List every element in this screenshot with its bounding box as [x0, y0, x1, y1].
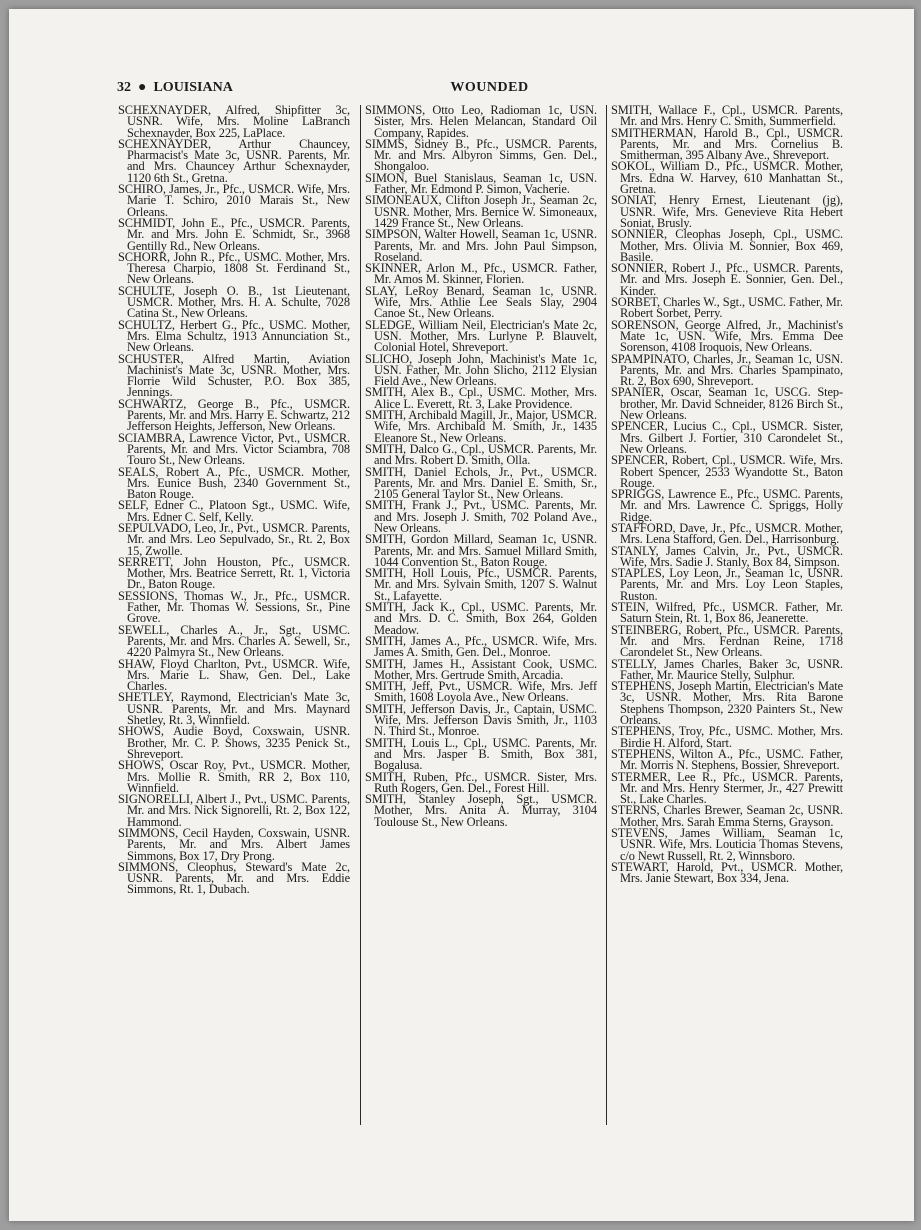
casualty-entry: SIMPSON, Walter Howell, Seaman 1c, USNR. Parents, Mr. and Mrs. John Paul Simpson, Roseland. — [365, 227, 597, 264]
casualty-entry: SMITH, Archibald Magill, Jr., Major, USMCR. Wife, Mrs. Archibald M. Smith, Jr., 1435 Eleanore St., New Orleans. — [365, 408, 597, 445]
casualty-entry: SMITH, James H., Assistant Cook, USMC. Mother, Mrs. Gertrude Smith, Arcadia. — [365, 656, 597, 682]
casualty-entry: SCHMIDT, John E., Pfc., USMCR. Parents, Mr. and Mrs. John E. Schmidt, Sr., 3968 Gentilly Rd., New Orleans. — [118, 215, 350, 253]
casualty-entry: STEVENS, James William, Seaman 1c, USNR. Wife, Mrs. Louticia Thomas Stevens, c/o Newt Russell, Rt. 2, Winnsboro. — [611, 826, 843, 863]
casualty-entry: SELF, Edner C., Platoon Sgt., USMC. Wife, Mrs. Edner C. Self, Kelly. — [118, 498, 350, 524]
casualty-entry: SMITH, Jack K., Cpl., USMC. Parents, Mr. and Mrs. D. C. Smith, Box 264, Golden Meadow. — [365, 600, 597, 637]
casualty-entry: SCHEXNAYDER, Arthur Chauncey, Pharmacist's Mate 3c, USNR. Parents, Mr. and Mrs. Chauncey Arthur Schexnayder, 1120 6th St., Gretna. — [118, 136, 350, 185]
bullet: ● — [138, 80, 147, 95]
casualty-entry: SHAW, Floyd Charlton, Pvt., USMCR. Wife, Mrs. Marie L. Shaw, Gen. Del., Lake Charles. — [118, 656, 350, 694]
casualty-entry: STANLY, James Calvin, Jr., Pvt., USMCR. Wife, Mrs. Sadie J. Stanly, Box 84, Simpson. — [611, 543, 843, 569]
casualty-entry: SIMON, Buel Stanislaus, Seaman 1c, USN. Father, Mr. Edmond P. Simon, Vacherie. — [365, 170, 597, 197]
casualty-entry: SHETLEY, Raymond, Electrician's Mate 3c, USNR. Parents, Mr. and Mrs. Maynard Shetley, Rt. 3, Winnfield. — [118, 690, 350, 728]
casualty-entry: SPANIER, Oscar, Seaman 1c, USCG. Step-brother, Mr. David Schneider, 8126 Birch St., New Orleans. — [611, 385, 843, 423]
casualty-entry: STERMER, Lee R., Pfc., USMCR. Parents, Mr. and Mrs. Henry Stermer, Jr., 427 Prewitt St., Lake Charles. — [611, 769, 843, 807]
casualty-entry: SIMMONS, Cecil Hayden, Coxswain, USNR. Parents, Mr. and Mrs. Albert James Simmons, Box 17, Dry Prong. — [118, 826, 350, 863]
casualty-entry: SMITH, Holl Louis, Pfc., USMCR. Parents, Mr. and Mrs. Sylvain Smith, 1207 S. Walnut St., Lafayette. — [365, 566, 597, 603]
casualty-entry: SIGNORELLI, Albert J., Pvt., USMC. Parents, Mr. and Mrs. Nick Signorelli, Rt. 2, Box 122, Hammond. — [118, 792, 350, 829]
casualty-entry: SKINNER, Arlon M., Pfc., USMCR. Father, Mr. Amos M. Skinner, Florien. — [365, 261, 597, 287]
casualty-entry: STEINBERG, Robert, Pfc., USMCR. Parents, Mr. and Mrs. Ferdnan Reine, 1718 Carondelet St., New Orleans. — [611, 622, 843, 660]
column-1 — [118, 105, 350, 896]
casualty-entry: STEPHENS, Troy, Pfc., USMC. Mother, Mrs. Birdie H. Alford, Start. — [611, 724, 843, 750]
casualty-entry: SIMMONS, Otto Leo, Radioman 1c, USN. Sister, Mrs. Helen Melancan, Standard Oil Company, Rapides. — [365, 103, 597, 140]
casualty-entry: SCIAMBRA, Lawrence Victor, Pvt., USMCR. Parents, Mr. and Mrs. Victor Sciambra, 708 Touro St., New Orleans. — [118, 430, 350, 468]
casualty-entry: SIMMS, Sidney B., Pfc., USMCR. Parents, Mr. and Mrs. Albyron Simms, Gen. Del., Shongaloo. — [365, 136, 597, 174]
section-title: WOUNDED — [450, 80, 529, 95]
casualty-entry: STERNS, Charles Brewer, Seaman 2c, USNR. Mother, Mrs. Sarah Emma Sterns, Grayson. — [611, 803, 843, 829]
casualty-entry: SMITH, Gordon Millard, Seaman 1c, USNR. Parents, Mr. and Mrs. Samuel Millard Smith, 1044 Convention St., Baton Rouge. — [365, 532, 597, 569]
casualty-entry: STAPLES, Loy Leon, Jr., Seaman 1c, USNR. Parents, Mr. and Mrs. Loy Leon Staples, Ruston. — [611, 566, 843, 603]
casualty-entry: SLEDGE, William Neil, Electrician's Mate 2c, USN. Mother, Mrs. Lurlyne P. Blauvelt, Colonial Hotel, Shreveport. — [365, 317, 597, 355]
casualty-entry: SPENCER, Robert, Cpl., USMCR. Wife, Mrs. Robert Spencer, 2533 Wyandotte St., Baton Rouge. — [611, 453, 843, 490]
column-divider — [360, 105, 361, 1125]
casualty-entry: SESSIONS, Thomas W., Jr., Pfc., USMCR. Father, Mr. Thomas W. Sessions, Sr., Pine Grove. — [118, 588, 350, 626]
casualty-entry: SEWELL, Charles A., Jr., Sgt., USMC. Parents, Mr. and Mrs. Charles A. Sewell, Sr., 4220 Palmyra St., New Orleans. — [118, 622, 350, 660]
casualty-entry: SIMONEAUX, Clifton Joseph Jr., Seaman 2c, USNR. Mother, Mrs. Bernice W. Simoneaux, 1429 France St., New Orleans. — [365, 193, 597, 230]
casualty-entry: SCHULTE, Joseph O. B., 1st Lieutenant, USMCR. Mother, Mrs. H. A. Schulte, 7028 Catina St., New Orleans. — [118, 283, 350, 321]
casualty-entry: SCHWARTZ, George B., Pfc., USMCR. Parents, Mr. and Mrs. Harry E. Schwartz, 212 Jefferson Heights, Jefferson, New Orleans. — [118, 396, 350, 434]
casualty-entry: SONIAT, Henry Ernest, Lieutenant (jg), USNR. Wife, Mrs. Genevieve Rita Hebert Soniat, Brusly. — [611, 193, 843, 230]
casualty-entry: SMITH, Dalco G., Cpl., USMCR. Parents, Mr. and Mrs. Robert D. Smith, Olla. — [365, 441, 597, 468]
casualty-entry: SEALS, Robert A., Pfc., USMCR. Mother, Mrs. Eunice Bush, 2340 Government St., Baton Rouge. — [118, 464, 350, 502]
casualty-entry: SMITH, Jeff, Pvt., USMCR. Wife, Mrs. Jeff Smith, 1608 Loyola Ave., New Orleans. — [365, 679, 597, 705]
casualty-entry: SPAMPINATO, Charles, Jr., Seaman 1c, USN. Parents, Mr. and Mrs. Charles Spampinato, Rt. 2, Box 690, Shreveport. — [611, 351, 843, 389]
casualty-entry: STELLY, James Charles, Baker 3c, USNR. Father, Mr. Maurice Stelly, Sulphur. — [611, 656, 843, 682]
document-page — [9, 9, 914, 1221]
casualty-entry: SPENCER, Lucius C., Cpl., USMCR. Sister, Mrs. Gilbert J. Fortier, 310 Carondelet St., New Orleans. — [611, 419, 843, 456]
casualty-entry: SLAY, LeRoy Benard, Seaman 1c, USNR. Wife, Mrs. Athlie Lee Seals Slay, 2904 Canoe St., New Orleans. — [365, 283, 597, 321]
casualty-entry: SIMMONS, Cleophus, Steward's Mate 2c, USNR. Parents, Mr. and Mrs. Eddie Simmons, Rt. 1, Dubach. — [118, 859, 350, 897]
casualty-entry: SMITH, Alex B., Cpl., USMC. Mother, Mrs. Alice L. Everett, Rt. 3, Lake Providence. — [365, 385, 597, 411]
casualty-entry: SHOWS, Audie Boyd, Coxswain, USNR. Brother, Mr. C. P. Shows, 3235 Penick St., Shreveport. — [118, 724, 350, 761]
casualty-entry: SMITH, Ruben, Pfc., USMCR. Sister, Mrs. Ruth Rogers, Gen. Del., Forest Hill. — [365, 769, 597, 795]
casualty-entry: SERRETT, John Houston, Pfc., USMCR. Mother, Mrs. Beatrice Serrett, Rt. 1, Victoria Dr., Baton Rouge. — [118, 554, 350, 592]
casualty-entry: STAFFORD, Dave, Jr., Pfc., USMCR. Mother, Mrs. Lena Stafford, Gen. Del., Harrisonburg. — [611, 520, 843, 547]
casualty-entry: SOKOL, William D., Pfc., USMCR. Mother, Mrs. Edna W. Harvey, 610 Manhattan St., Gretna. — [611, 159, 843, 197]
casualty-entry: STEPHENS, Wilton A., Pfc., USMC. Father, Mr. Morris N. Stephens, Bossier, Shreveport. — [611, 746, 843, 773]
casualty-entry: SORBET, Charles W., Sgt., USMC. Father, Mr. Robert Sorbet, Perry. — [611, 295, 843, 321]
page-number: 32 — [117, 80, 131, 95]
column-3 — [611, 105, 843, 884]
casualty-entry: SCHULTZ, Herbert G., Pfc., USMC. Mother, Mrs. Elma Schultz, 1913 Annunciation St., New Orleans. — [118, 317, 350, 355]
column-divider — [606, 105, 607, 1125]
casualty-entry: SPRIGGS, Lawrence E., Pfc., USMC. Parents, Mr. and Mrs. Lawrence C. Spriggs, Holly Ridge. — [611, 487, 843, 524]
casualty-entry: SMITH, James A., Pfc., USMCR. Wife, Mrs. James A. Smith, Gen. Del., Monroe. — [365, 633, 597, 660]
casualty-entry: SHOWS, Oscar Roy, Pvt., USMCR. Mother, Mrs. Mollie R. Smith, RR 2, Box 110, Winnfield. — [118, 758, 350, 795]
casualty-entry: SCHORR, John R., Pfc., USMC. Mother, Mrs. Theresa Charpio, 1808 St. Ferdinand St., New Orleans. — [118, 249, 350, 287]
page-header — [117, 80, 862, 100]
casualty-entry: SMITH, Louis L., Cpl., USMC. Parents, Mr. and Mrs. Jasper B. Smith, Box 381, Bogalusa. — [365, 735, 597, 773]
casualty-entry: SCHUSTER, Alfred Martin, Aviation Machinist's Mate 3c, USNR. Mother, Mrs. Florrie Wild Schuster, P.O. Box 385, Jennings. — [118, 351, 350, 400]
column-2 — [365, 105, 597, 828]
casualty-entry: SMITH, Daniel Echols, Jr., Pvt., USMCR. Parents, Mr. and Mrs. Daniel E. Smith, Sr., 2105 General Taylor St., New Orleans. — [365, 464, 597, 502]
casualty-entry: STEWART, Harold, Pvt., USMCR. Mother, Mrs. Janie Stewart, Box 334, Jena. — [611, 859, 843, 886]
casualty-entry: SORENSON, George Alfred, Jr., Machinist's Mate 1c, USN. Wife, Mrs. Emma Dee Sorenson, 4108 Iroquois, New Orleans. — [611, 317, 843, 355]
casualty-entry: SCHEXNAYDER, Alfred, Shipfitter 3c, USNR. Wife, Mrs. Moline LaBranch Schexnayder, Box 225, LaPlace. — [118, 103, 350, 140]
casualty-entry: SONNIER, Cleophas Joseph, Cpl., USMC. Mother, Mrs. Olivia M. Sonnier, Box 469, Basile. — [611, 227, 843, 264]
casualty-entry: SEPULVADO, Leo, Jr., Pvt., USMCR. Parents, Mr. and Mrs. Leo Sepulvado, Sr., Rt. 2, Box 15, Zwolle. — [118, 520, 350, 558]
casualty-entry: SLICHO, Joseph John, Machinist's Mate 1c, USN. Father, Mr. John Slicho, 2112 Elysian Field Ave., New Orleans. — [365, 351, 597, 389]
casualty-entry: STEIN, Wilfred, Pfc., USMCR. Father, Mr. Saturn Stein, Rt. 1, Box 86, Jeanerette. — [611, 600, 843, 626]
casualty-entry: SCHIRO, James, Jr., Pfc., USMCR. Wife, Mrs. Marie T. Schiro, 2010 Marais St., New Orleans. — [118, 182, 350, 219]
casualty-entry: SMITH, Jefferson Davis, Jr., Captain, USMC. Wife, Mrs. Jefferson Davis Smith, Jr., 1103 N. Third St., Monroe. — [365, 701, 597, 739]
casualty-entry: SMITH, Wallace F., Cpl., USMCR. Parents, Mr. and Mrs. Henry C. Smith, Summerfield. — [611, 103, 843, 129]
casualty-entry: STEPHENS, Joseph Martin, Electrician's Mate 3c, USNR. Mother, Mrs. Rita Barone Stephens Thompson, 2320 Painters St., New Orleans. — [611, 679, 843, 728]
casualty-entry: SMITH, Stanley Joseph, Sgt., USMCR. Mother, Mrs. Anita A. Murray, 3104 Toulouse St., New Orleans. — [365, 792, 597, 829]
casualty-entry: SONNIER, Robert J., Pfc., USMCR. Parents, Mr. and Mrs. Joseph E. Sonnier, Gen. Del., Kinder. — [611, 261, 843, 298]
state-name: LOUISIANA — [153, 80, 233, 95]
casualty-entry: SMITHERMAN, Harold B., Cpl., USMCR. Parents, Mr. and Mrs. Cornelius B. Smitherman, 395 Albany Ave., Shreveport. — [611, 125, 843, 163]
casualty-entry: SMITH, Frank J., Pvt., USMC. Parents, Mr. and Mrs. Joseph J. Smith, 702 Poland Ave., New Orleans. — [365, 498, 597, 535]
